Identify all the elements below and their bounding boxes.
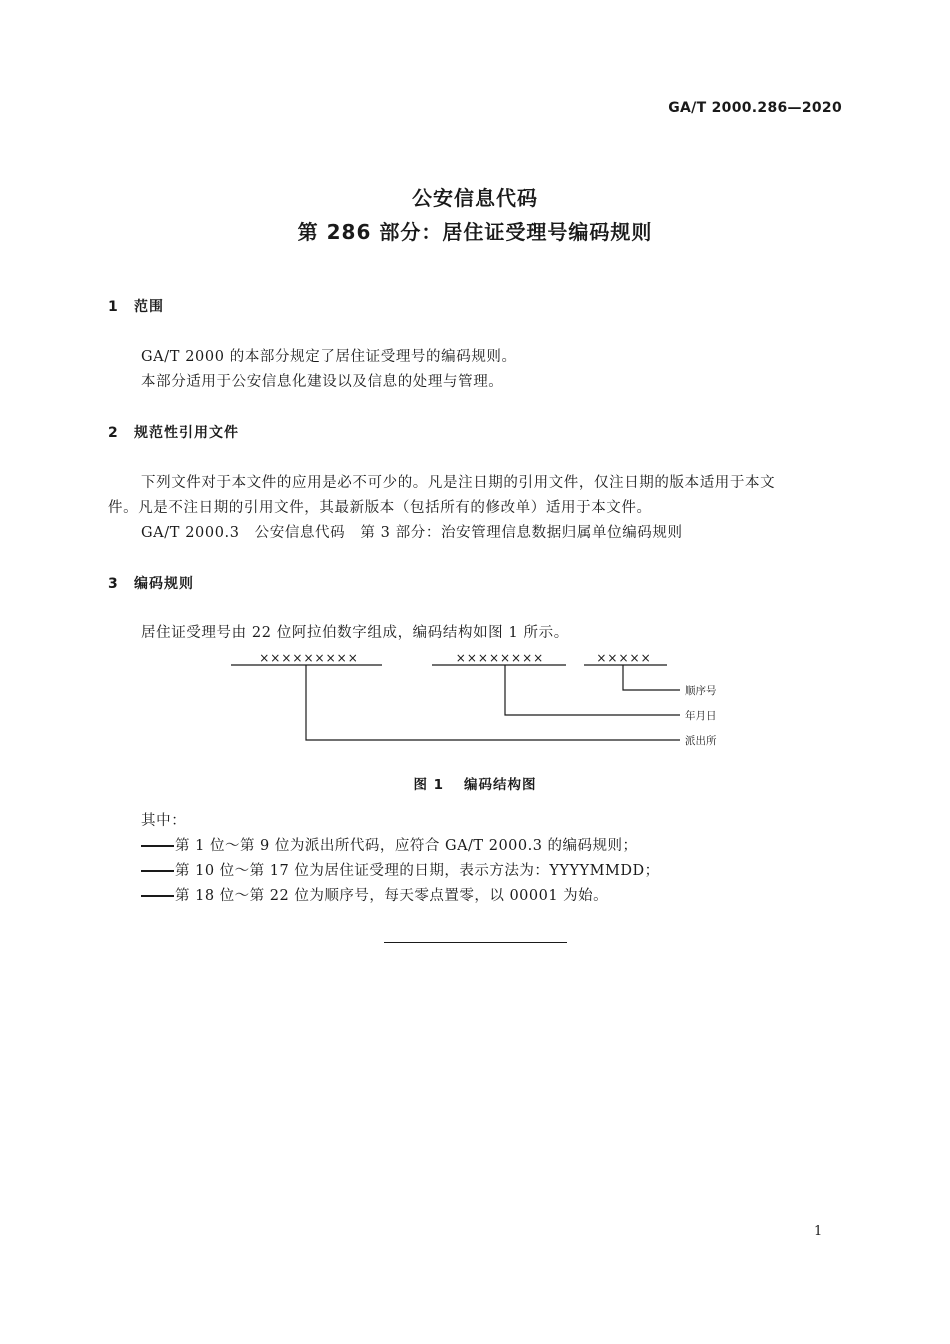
label-station: 派出所	[685, 735, 717, 747]
document-title: 公安信息代码	[412, 186, 538, 210]
paragraph: 本部分适用于公安信息化建设以及信息的处理与管理。	[141, 374, 504, 390]
section-title: 规范性引用文件	[134, 425, 239, 441]
section-number: 3	[108, 576, 119, 592]
list-item-text: 第 10 位～第 17 位为居住证受理的日期，表示方法为：YYYYMMDD；	[175, 863, 660, 879]
figure-caption	[0, 773, 950, 793]
station-connector	[306, 665, 680, 740]
label-sequence: 顺序号	[685, 685, 717, 697]
document-subtitle: 第 286 部分：居住证受理号编码规则	[297, 220, 653, 244]
page-number: 1	[814, 1224, 823, 1239]
standard-number: GA/T 2000.286—2020	[668, 100, 842, 116]
list-item-text: 第 1 位～第 9 位为派出所代码，应符合 GA/T 2000.3 的编码规则；	[175, 838, 638, 854]
station-code-placeholder: ×××××××××	[259, 651, 359, 665]
list-item	[141, 834, 638, 855]
paragraph: 居住证受理号由 22 位阿拉伯数字组成，编码结构如图 1 所示。	[141, 625, 569, 641]
list-item-text: 第 18 位～第 22 位为顺序号，每天零点置零，以 00001 为始。	[175, 888, 609, 904]
figure-title: 编码结构图	[464, 777, 537, 793]
section-title: 范围	[134, 299, 164, 315]
reference-entry: GA/T 2000.3 公安信息代码 第 3 部分：治安管理信息数据归属单位编码规则	[141, 525, 683, 541]
section-number: 1	[108, 299, 119, 315]
figure-number: 图 1	[413, 777, 445, 793]
section-number: 2	[108, 425, 119, 441]
dash-marker	[141, 895, 174, 897]
section-title: 编码规则	[134, 576, 194, 592]
label-date: 年月日	[685, 710, 717, 722]
sequence-connector	[623, 665, 680, 690]
dash-marker	[141, 870, 174, 872]
notes-intro: 其中：	[141, 813, 187, 829]
paragraph: GA/T 2000 的本部分规定了居住证受理号的编码规则。	[141, 349, 517, 365]
paragraph: 件。凡是不注日期的引用文件，其最新版本（包括所有的修改单）适用于本文件。	[108, 500, 652, 516]
date-code-placeholder: ××××××××	[455, 651, 545, 665]
sequence-code-placeholder: ×××××	[596, 651, 652, 665]
paragraph: 下列文件对于本文件的应用是必不可少的。凡是注日期的引用文件，仅注日期的版本适用于本文	[141, 475, 776, 491]
end-rule	[384, 942, 567, 943]
list-item	[141, 884, 608, 905]
list-item	[141, 859, 660, 880]
dash-marker	[141, 845, 174, 847]
